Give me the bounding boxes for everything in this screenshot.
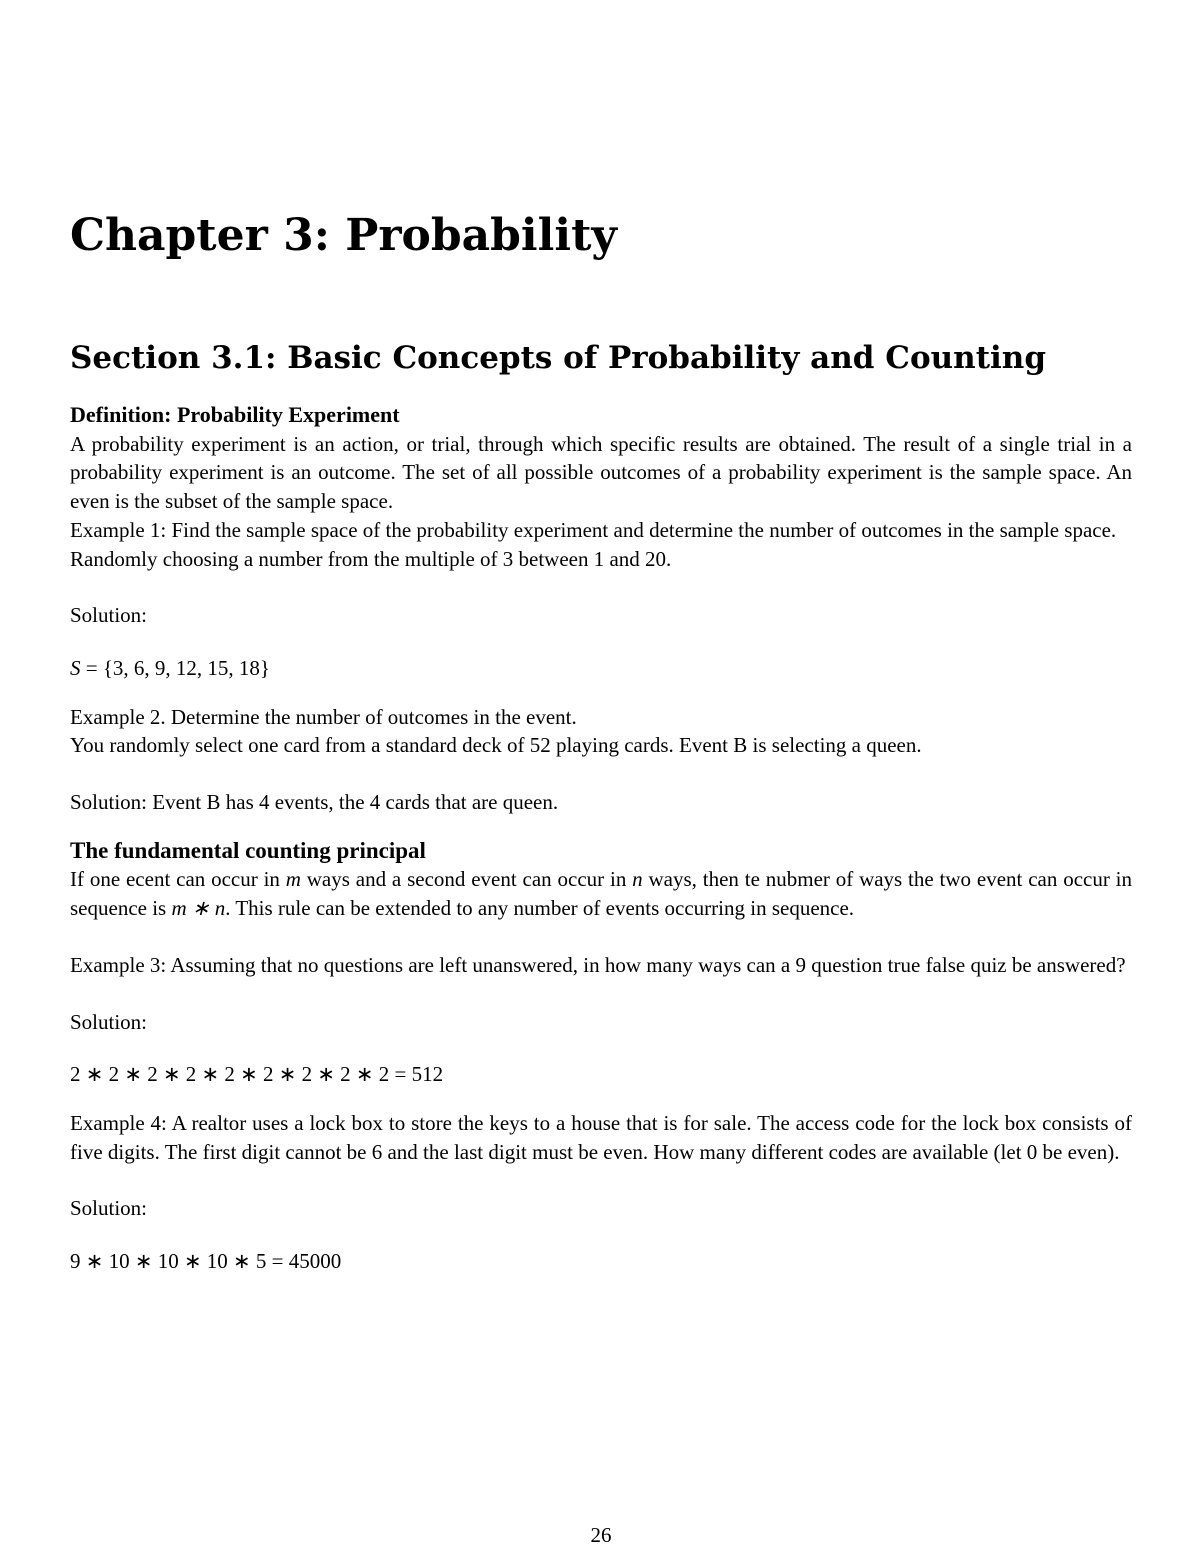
example-4-prompt: Example 4: A realtor uses a lock box to store the keys to a house that is for sale. The access code for the lock box consists of five digits. The first digit cannot be 6 and the last digit must be even. How many different codes are available (let 0 be even). — [70, 1110, 1132, 1164]
counting-text-part: ways and a second event can occur in — [300, 867, 633, 892]
counting-principle-body — [70, 865, 1132, 922]
document-page — [70, 0, 1132, 1553]
example-1-prompt: Example 1: Find the sample space of the probability experiment and determine the number of outcomes in the sample space. — [70, 517, 1117, 542]
counting-principle-heading: The fundamental counting principal — [70, 837, 426, 863]
example-4-equation: 9 ∗ 10 ∗ 10 ∗ 10 ∗ 5 = 45000 — [70, 1249, 342, 1274]
variable-n: n — [632, 867, 643, 892]
example-1-equation — [70, 654, 1132, 683]
example-2-solution: Solution: Event B has 4 events, the 4 cards that are queen. — [70, 790, 559, 815]
chapter-title: Chapter 3: Probability — [70, 210, 617, 261]
section-title: Section 3.1: Basic Concepts of Probability and Counting — [70, 340, 1047, 376]
example-2-detail: You randomly select one card from a standard deck of 52 playing cards. Event B is selecting a queen. — [70, 733, 922, 758]
example-3-equation: 2 ∗ 2 ∗ 2 ∗ 2 ∗ 2 ∗ 2 ∗ 2 ∗ 2 ∗ 2 = 512 — [70, 1062, 444, 1087]
example-3-prompt: Example 3: Assuming that no questions are left unanswered, in how many ways can a 9 question true false quiz be answered? — [70, 952, 1126, 977]
equation-set: = {3, 6, 9, 12, 15, 18} — [80, 655, 271, 680]
example-2-prompt: Example 2. Determine the number of outcomes in the event. — [70, 704, 577, 729]
counting-text-part: . This rule can be extended to any number of events occurring in sequence. — [225, 896, 855, 921]
counting-text-part: If one ecent can occur in — [70, 867, 286, 892]
counting-text-part: ways, then te nubmer of ways the two event can occur in sequence is — [70, 867, 1132, 921]
variable-m: m — [285, 867, 301, 892]
equation-variable-s: S — [70, 655, 81, 680]
definition-body: A probability experiment is an action, or trial, through which specific results are obtained. The result of a single trial in a probability experiment is an outcome. The set of all possible outcomes of a probability experiment is the sample space. An even is the subset of the sample space. — [70, 431, 1132, 514]
example-1-detail: Randomly choosing a number from the multiple of 3 between 1 and 20. — [70, 546, 672, 571]
example-1-solution-label: Solution: — [70, 603, 148, 628]
product-expression: m ∗ n — [171, 896, 226, 921]
section-content — [70, 401, 1132, 1276]
example-4-solution-label: Solution: — [70, 1196, 148, 1221]
page-number: 26 — [590, 1523, 612, 1547]
example-3-solution-label: Solution: — [70, 1009, 148, 1034]
definition-heading: Definition: Probability Experiment — [70, 402, 400, 427]
